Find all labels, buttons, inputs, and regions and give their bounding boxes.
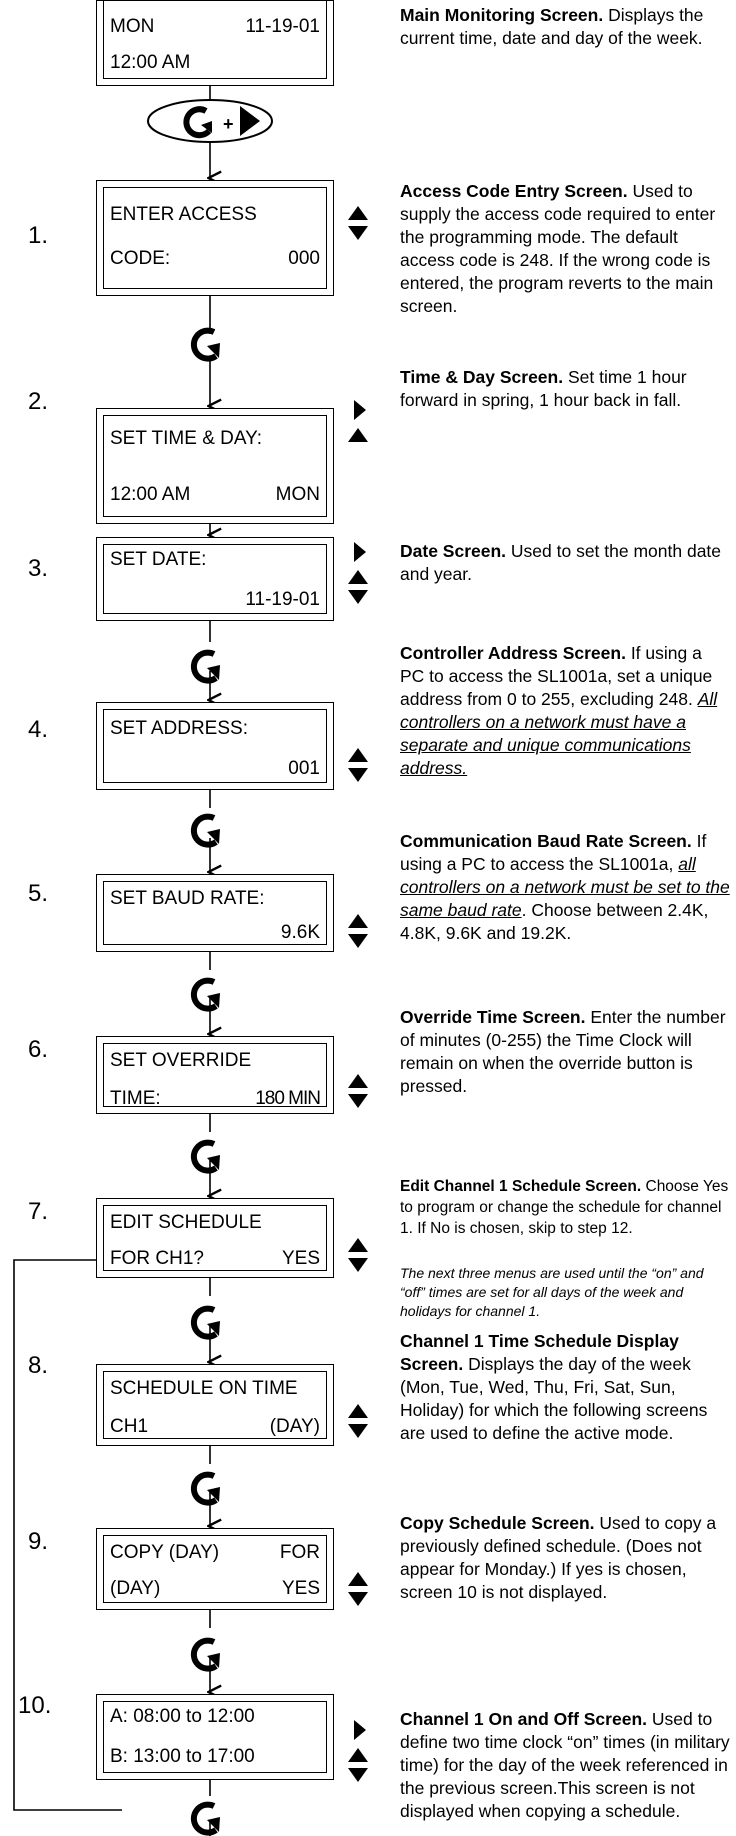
desc-copy-schedule [400,1512,730,1604]
step-number-8: 8. [28,1352,49,1379]
desc-access-code [400,180,730,318]
lcd-line1-left: A: 08:00 to 12:00 [110,1706,255,1727]
lcd-line2-left: CH1 [110,1416,149,1437]
lcd-line1-left: SET BAUD RATE: [110,888,265,909]
lcd-access-code [96,180,334,296]
desc-body: Enter the number of minutes (0-255) the Time Clock will remain on when the override button is pressed. [400,1007,726,1096]
lcd-line2-right: 11-19-01 [245,589,320,610]
lcd-address [96,702,334,790]
lcd-override [96,1036,334,1114]
step-number-2: 2. [28,388,49,415]
desc-note: all controllers on a network must be set to the same baud rate [400,854,730,920]
lcd-line2-right: 001 [288,758,320,779]
desc-loop-note: The next three menus are used until the “on” and “off” times are set for all days of the week and holidays for channel 1. [400,1265,704,1319]
lcd-baud-rate [96,874,334,952]
lcd-copy-schedule [96,1528,334,1610]
desc-on-off [400,1708,730,1823]
desc-time-day [400,366,730,412]
desc-title: Communication Baud Rate Screen. [400,831,692,851]
desc-title: Access Code Entry Screen. [400,181,628,201]
svg-text:+: + [223,114,234,134]
lcd-line2-left: CODE: [110,248,171,269]
desc-body: Choose Yes to program or change the schedule for channel 1. If No is chosen, skip to step 12. [400,1178,729,1237]
lcd-line2-left: 12:00 AM [110,484,191,505]
lcd-on-off-times [96,1694,334,1780]
lcd-line2-left: B: 13:00 to 17:00 [110,1746,255,1767]
lcd-line2-right: YES [281,1578,320,1599]
lcd-line2-right: 000 [288,248,320,269]
desc-baud-rate [400,830,730,945]
step-number-3: 3. [28,555,49,582]
lcd-line2-left: 12:00 AM [110,52,191,73]
step-number-1: 1. [28,222,49,249]
step-number-5: 5. [28,880,49,907]
desc-body: Set time 1 hour forward in spring, 1 hour back in fall. [400,367,687,410]
lcd-line2-right: YES [281,1248,320,1269]
lcd-line1-left: SET ADDRESS: [110,718,248,739]
lcd-main-monitoring [96,0,334,86]
lcd-line2-left: TIME: [110,1088,161,1109]
lcd-line1-left: SET DATE: [110,549,207,570]
desc-title: Copy Schedule Screen. [400,1513,595,1533]
desc-title: Channel 1 Time Schedule Display Screen. [400,1331,679,1374]
desc-body: Used to set the month date and year. [400,541,722,584]
lcd-line1-left: COPY (DAY) [110,1542,220,1563]
desc-body: Used to define two time clock “on” times (in military time) for the day of the week referenced in the previous screen.This screen is not displayed when copying a schedule. [400,1709,730,1821]
lcd-line1-left: ENTER ACCESS [110,204,257,225]
step-number-9: 9. [28,1528,49,1555]
desc-title: Time & Day Screen. [400,367,564,387]
lcd-line1-left: SCHEDULE ON TIME [110,1378,298,1399]
lcd-date [96,537,334,621]
desc-title: Main Monitoring Screen. [400,5,604,25]
desc-body: If using a PC to access the SL1001a, [400,831,707,874]
desc-body-end: . Choose between 2.4K, 4.8K, 9.6K and 19.2K. [400,900,709,943]
desc-address [400,642,730,780]
desc-title: Controller Address Screen. [400,643,626,663]
desc-main-monitoring [400,4,730,50]
desc-schedule-display [400,1330,730,1445]
desc-title: Channel 1 On and Off Screen. [400,1709,647,1729]
step-number-4: 4. [28,716,49,743]
lcd-line1-left: SET OVERRIDE [110,1050,252,1071]
lcd-line2-left: FOR CH1? [110,1248,204,1269]
desc-edit-schedule [400,1176,730,1239]
desc-body: Displays the day of the week (Mon, Tue, Wed, Thu, Fri, Sat, Sun, Holiday) for which the following screens are used to define the active mode. [400,1354,708,1443]
lcd-line2-left: (DAY) [110,1578,161,1599]
lcd-line2-right: 180 MIN [255,1088,320,1109]
lcd-line2-right: MON [275,484,320,505]
lcd-time-day [96,408,334,524]
desc-override [400,1006,730,1098]
desc-body: If using a PC to access the SL1001a, set a unique address from 0 to 255, excluding 248. [400,643,713,709]
desc-note: All controllers on a network must have a separate and unique communications address. [400,689,718,778]
desc-title: Date Screen. [400,541,507,561]
desc-date [400,540,730,586]
lcd-schedule-on-time [96,1364,334,1446]
lcd-edit-schedule [96,1198,334,1278]
desc-title: Edit Channel 1 Schedule Screen. [400,1178,642,1195]
lcd-line1-right: 11-19-01 [245,16,320,37]
lcd-line1-right: FOR [279,1542,320,1563]
step-number-7: 7. [28,1198,49,1225]
lcd-line2-right: (DAY) [269,1416,320,1437]
desc-body: Used to copy a previously defined schedule. (Does not appear for Monday.) If yes is chosen, screen 10 is not displayed. [400,1513,717,1602]
step-number-10: 10. [18,1692,52,1719]
lcd-line1-left: SET TIME & DAY: [110,428,263,449]
desc-body: Displays the current time, date and day of the week. [400,5,704,48]
desc-body: Used to supply the access code required to enter the programming mode. The default access code is 248. If the wrong code is entered, the program reverts to the main screen. [400,181,716,316]
lcd-line1-left: EDIT SCHEDULE [110,1212,262,1233]
lcd-line2-right: 9.6K [280,922,320,943]
lcd-line1-left: MON [110,16,155,37]
desc-title: Override Time Screen. [400,1007,586,1027]
step-number-6: 6. [28,1036,49,1063]
